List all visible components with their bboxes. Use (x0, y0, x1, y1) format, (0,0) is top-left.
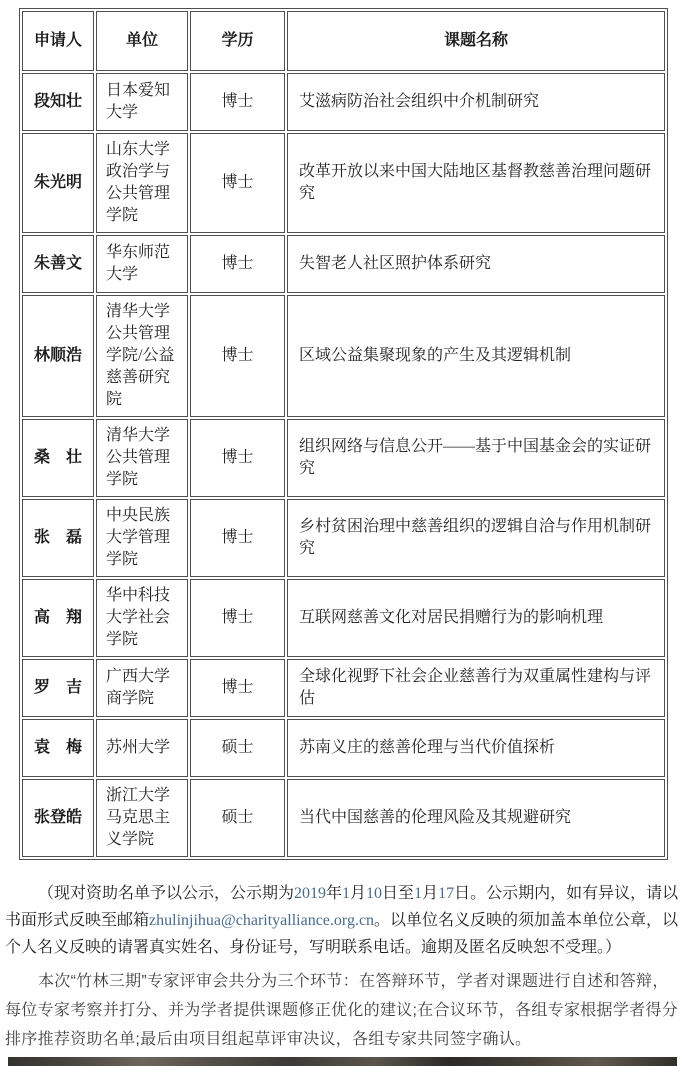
notice-date-number: 17 (438, 885, 455, 902)
public-notice-paragraph (0, 880, 685, 961)
cell-unit: 清华大学公共管理学院 (96, 419, 188, 497)
notice-text-segment: 日至 (382, 885, 415, 902)
cell-title: 全球化视野下社会企业慈善行为双重属性建构与评估 (287, 659, 665, 717)
cell-degree: 博士 (190, 295, 285, 417)
notice-date-number: 1 (342, 885, 351, 902)
cell-degree: 博士 (190, 499, 285, 577)
cell-unit: 清华大学公共管理学院/公益慈善研究院 (96, 295, 188, 417)
cell-degree: 博士 (190, 133, 285, 233)
notice-text-segment: 日。公示期内，如有异议，请以书面形式反映至邮箱 (5, 885, 679, 929)
cell-degree: 博士 (190, 659, 285, 717)
cell-name: 朱光明 (22, 133, 94, 233)
cell-title: 互联网慈善文化对居民捐赠行为的影响机理 (287, 579, 665, 657)
notice-text-segment: 月 (422, 885, 439, 902)
cell-name: 朱善文 (22, 235, 94, 293)
column-header-applicant: 申请人 (22, 11, 94, 71)
notice-email: zhulinjihua@charityalliance.org.cn (149, 912, 375, 929)
column-header-unit: 单位 (96, 11, 188, 71)
cell-unit: 华中科技大学社会学院 (96, 579, 188, 657)
cell-degree: 博士 (190, 419, 285, 497)
cell-name: 段知壮 (22, 73, 94, 131)
cell-title: 区域公益集聚现象的产生及其逻辑机制 (287, 295, 665, 417)
cell-name: 桑 壮 (22, 419, 94, 497)
table-row (22, 133, 665, 233)
notice-text-segment: 。以单位名义反映的须加盖本单位公章，以个人名义反映的请署真实姓名、身份证号，写明联系电话。逾期及匿名反映恕不受理。） (5, 912, 679, 956)
review-process-paragraph: 本次“竹林三期”专家评审会共分为三个环节：在答辩环节，学者对课题进行自述和答辩，每位专家考察并打分、并为学者提供课题修正优化的建议;在合议环节，各组专家根据学者得分排序推荐资助名单;最后由项目组起草评审决议，各组专家共同签字确认。 (5, 973, 679, 1048)
cell-degree: 博士 (190, 235, 285, 293)
table-row (22, 73, 665, 131)
notice-date-number: 10 (366, 885, 383, 902)
cell-degree: 硕士 (190, 719, 285, 777)
photo-top-sliver (8, 1057, 677, 1066)
column-header-degree: 学历 (190, 11, 285, 71)
cell-title: 改革开放以来中国大陆地区基督教慈善治理问题研究 (287, 133, 665, 233)
table-row (22, 295, 665, 417)
cell-title: 当代中国慈善的伦理风险及其规避研究 (287, 779, 665, 857)
table-row (22, 579, 665, 657)
cell-degree: 硕士 (190, 779, 285, 857)
cell-title: 苏南义庄的慈善伦理与当代价值探析 (287, 719, 665, 777)
cell-unit: 日本爱知大学 (96, 73, 188, 131)
cell-title: 艾滋病防治社会组织中介机制研究 (287, 73, 665, 131)
cell-unit: 广西大学商学院 (96, 659, 188, 717)
cell-title: 组织网络与信息公开——基于中国基金会的实证研究 (287, 419, 665, 497)
table-body (22, 73, 665, 857)
notice-text-segment: 月 (350, 885, 367, 902)
cell-name: 张 磊 (22, 499, 94, 577)
notice-date-number: 1 (414, 885, 423, 902)
cell-unit: 山东大学政治学与公共管理学院 (96, 133, 188, 233)
cell-degree: 博士 (190, 579, 285, 657)
table-row (22, 499, 665, 577)
cell-name: 林顺浩 (22, 295, 94, 417)
cell-name: 袁 梅 (22, 719, 94, 777)
cell-name: 高 翔 (22, 579, 94, 657)
notice-date-number: 2019 (294, 885, 327, 902)
cell-title: 失智老人社区照护体系研究 (287, 235, 665, 293)
table-header-row (22, 11, 665, 71)
cell-unit: 华东师范大学 (96, 235, 188, 293)
notice-text-segment: （现对资助名单予以公示，公示期为 (38, 885, 295, 902)
cell-title: 乡村贫困治理中慈善组织的逻辑自洽与作用机制研究 (287, 499, 665, 577)
notice-text-segment: 年 (326, 885, 343, 902)
funded-projects-table (19, 8, 668, 860)
table-row (22, 719, 665, 777)
cell-unit: 浙江大学马克思主义学院 (96, 779, 188, 857)
table-row (22, 659, 665, 717)
table-row (22, 419, 665, 497)
table-row (22, 779, 665, 857)
column-header-project-title: 课题名称 (287, 11, 665, 71)
cell-unit: 苏州大学 (96, 719, 188, 777)
cell-unit: 中央民族大学管理学院 (96, 499, 188, 577)
cell-name: 张登皓 (22, 779, 94, 857)
cell-name: 罗 吉 (22, 659, 94, 717)
table-row (22, 235, 665, 293)
cell-degree: 博士 (190, 73, 285, 131)
